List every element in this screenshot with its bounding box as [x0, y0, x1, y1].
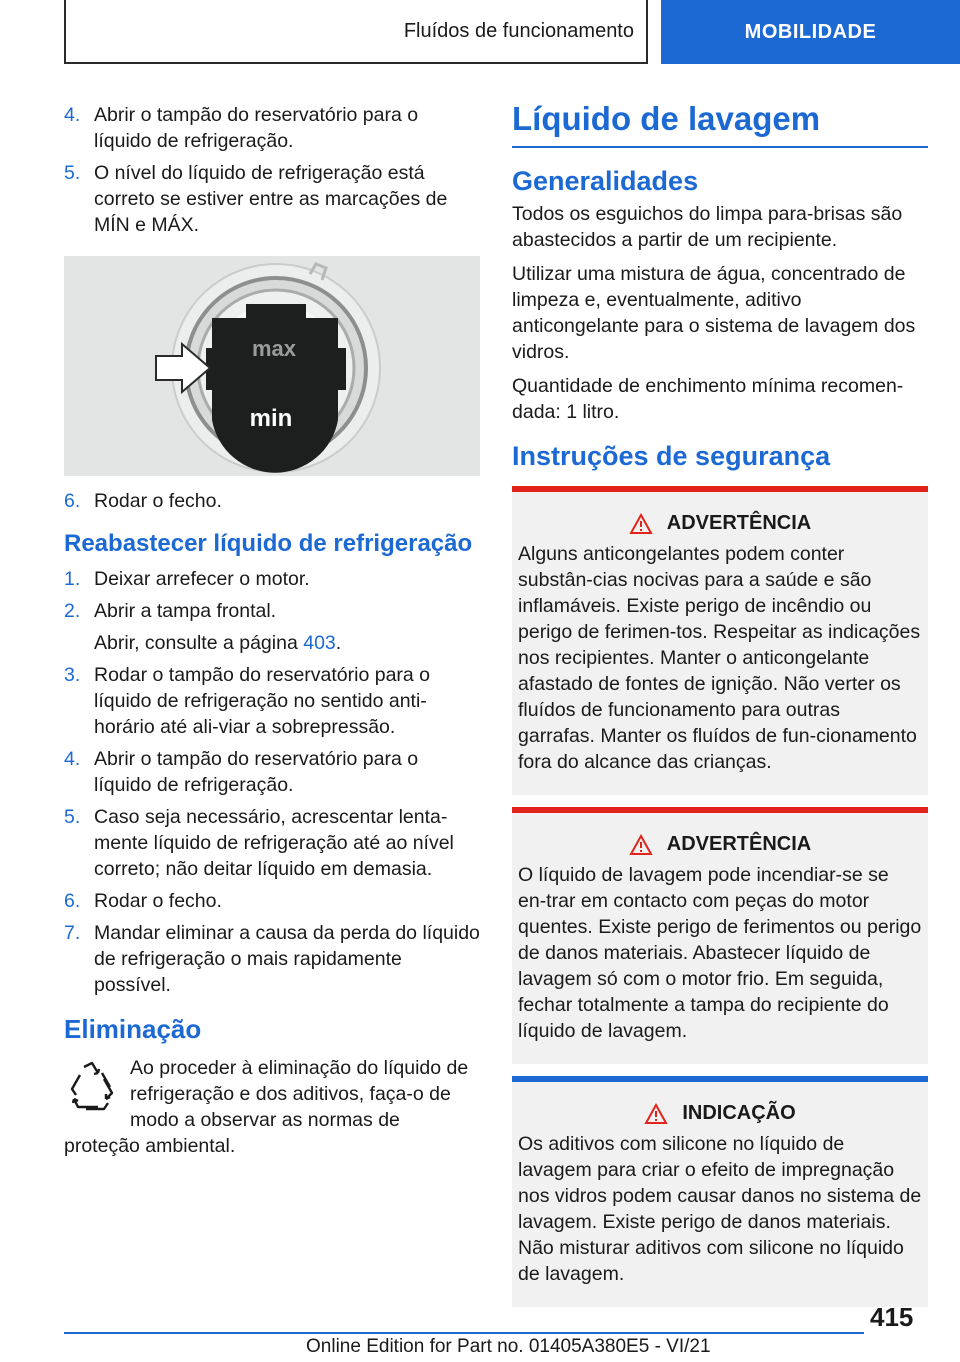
page-number: 415 [870, 1302, 914, 1332]
step-text: Abrir o tampão do reservatório para o líquido de refrigeração. [94, 748, 419, 796]
page-reference-text: Abrir, consulte a página [94, 632, 304, 654]
warning-triangle-icon [629, 834, 653, 856]
step-number: 3. [64, 664, 81, 686]
warning-title [518, 512, 922, 535]
step-item [64, 566, 480, 592]
disposal-text: Ao proceder à eliminação do líquido de refrigeração e dos aditivos, faça-o de modo a observar as normas de proteção ambiental. [64, 1057, 469, 1157]
recycle-icon [64, 1059, 120, 1115]
step-text: Deixar arrefecer o motor. [94, 568, 310, 590]
min-mark-label: min [249, 405, 293, 432]
max-mark-label: max [251, 336, 297, 361]
section-title: Fluídos de funcionamento [403, 19, 634, 42]
note-box [512, 1076, 928, 1307]
step-item [64, 102, 480, 154]
disposal-paragraph [64, 1055, 480, 1159]
step-number: 2. [64, 600, 81, 622]
left-column [64, 102, 480, 1159]
note-title [518, 1102, 922, 1125]
step-item [64, 804, 480, 882]
section-heading: Líquido de lavagem [512, 100, 928, 148]
step-item [64, 888, 480, 914]
step-number: 5. [64, 806, 81, 828]
warning-triangle-icon [629, 513, 653, 535]
step-text: Caso seja necessário, acrescentar lenta-mente líquido de refrigeração até ao nível correto; não deitar líquido em demasia. [94, 806, 454, 880]
step-number: 6. [64, 890, 81, 912]
warning-title [518, 833, 922, 856]
footer-divider [64, 1332, 864, 1334]
footer-edition: Online Edition for Part no. 01405A380E5 - VI/21 [306, 1336, 711, 1357]
running-header-section [64, 0, 648, 64]
step-text: Mandar eliminar a causa da perda do líquido de refrigeração o mais rapidamente possível. [94, 922, 480, 996]
paragraph: Todos os esguichos do limpa para-brisas são abastecidos a partir de um recipiente. [512, 203, 903, 251]
general-heading: Generalidades [512, 166, 699, 196]
step-number: 5. [64, 162, 81, 184]
safety-heading: Instruções de segurança [512, 441, 831, 471]
step-text: Rodar o tampão do reservatório para o líquido de refrigeração no sentido anti-horário até ali-viar a sobrepressão. [94, 664, 431, 738]
paragraph: Quantidade de enchimento mínima recomen-dada: 1 litro. [512, 375, 904, 423]
warning-box [512, 486, 928, 795]
step-number: 4. [64, 104, 81, 126]
step-text: Rodar o fecho. [94, 890, 222, 912]
coolant-reservoir-figure [64, 256, 480, 476]
step-number: 7. [64, 922, 81, 944]
step-text: Rodar o fecho. [94, 490, 222, 512]
page-reference-link[interactable]: 403 [303, 632, 336, 654]
chapter-title: MOBILIDADE [744, 20, 877, 43]
warning-title-text: ADVERTÊNCIA [666, 512, 812, 534]
step-number: 4. [64, 748, 81, 770]
warning-text: Alguns anticongelantes podem conter substân-cias nocivas para a saúde e são inflamáveis. Existe perigo de incêndio ou perigo de ferimen-tos. Respeitar as indicações nos recipientes. Manter o anticongelante afastado de fontes de ignição. Não verter os fluídos de funcionamento para outras garrafas. Manter os fluídos de fun-cionamento fora do alcance das crianças. [518, 543, 921, 773]
disposal-heading: Eliminação [64, 1014, 202, 1044]
step-text: Abrir a tampa frontal. [94, 600, 277, 622]
step-item [64, 160, 480, 238]
step-number: 1. [64, 568, 81, 590]
step-number: 6. [64, 490, 81, 512]
step-item [64, 488, 480, 514]
note-title-text: INDICAÇÃO [682, 1102, 796, 1124]
page-reference-end: . [335, 632, 342, 654]
step-item [64, 662, 480, 740]
page-reference [64, 630, 480, 656]
warning-box [512, 807, 928, 1064]
coolant-cap-illustration [64, 256, 480, 476]
warning-triangle-icon [644, 1103, 668, 1125]
step-item [64, 598, 480, 624]
step-text: Abrir o tampão do reservatório para o líquido de refrigeração. [94, 104, 419, 152]
chapter-tab[interactable] [661, 0, 960, 64]
warning-title-text: ADVERTÊNCIA [666, 833, 812, 855]
note-text: Os aditivos com silicone no líquido de lavagem para criar o efeito de impregnação nos vidros podem causar danos no sistema de lavagem. Existe perigo de danos materiais. Não misturar aditivos com silicone no líquido de lavagem. [518, 1133, 922, 1285]
warning-text: O líquido de lavagem pode incendiar-se se en-trar em contacto com peças do motor quentes. Existe perigo de ferimentos ou perigo de danos materiais. Abastecer líquido de lavagem só com o motor frio. Em seguida, fechar totalmente a tampa do recipiente do líquido de lavagem. [518, 864, 922, 1042]
step-text: O nível do líquido de refrigeração está correto se estiver entre as marcações de MÍN e MÁX. [94, 162, 448, 236]
refill-heading: Reabastecer líquido de refrigeração [64, 530, 473, 557]
step-item [64, 746, 480, 798]
paragraph: Utilizar uma mistura de água, concentrado de limpeza e, eventualmente, aditivo anticongelante para o sistema de lavagem dos vidros. [512, 263, 916, 363]
right-column [512, 100, 928, 1307]
step-item [64, 920, 480, 998]
